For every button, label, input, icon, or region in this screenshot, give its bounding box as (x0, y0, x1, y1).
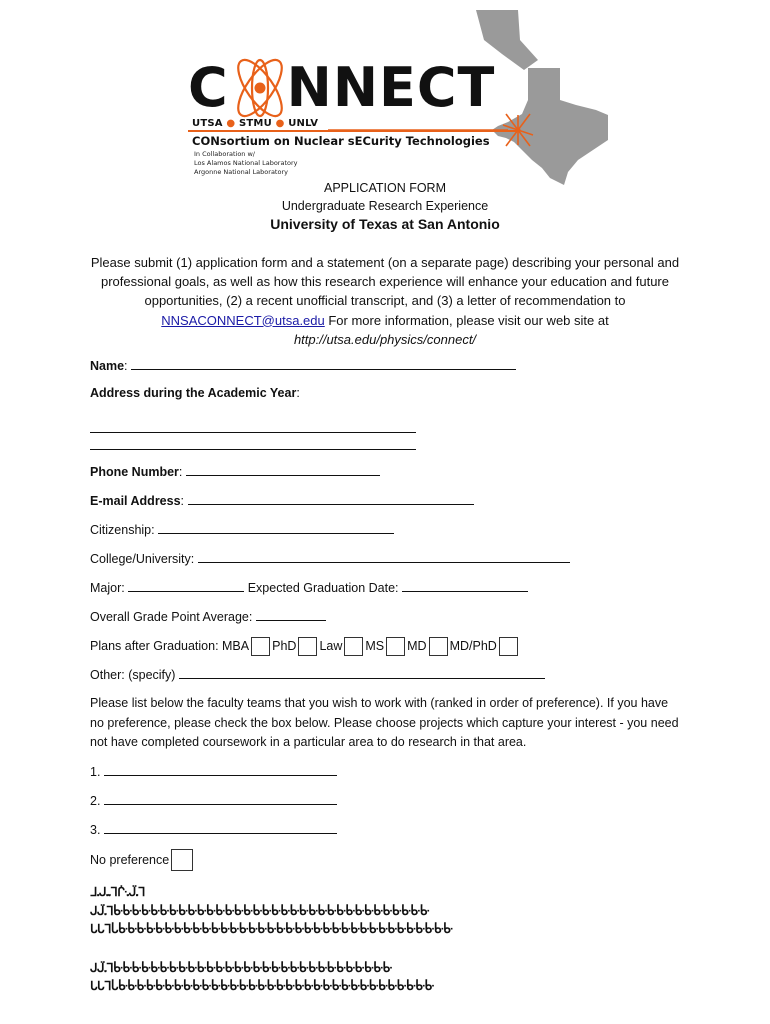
college-row (90, 550, 570, 566)
rank-row-2 (90, 792, 337, 808)
rank-field-1[interactable] (104, 763, 337, 776)
gpa-field[interactable] (256, 608, 326, 621)
major-field[interactable] (128, 579, 244, 592)
rank-label-3: 3. (90, 823, 101, 837)
connect-logo (188, 8, 608, 183)
other-row (90, 666, 545, 682)
partner-stmu: STMU (239, 118, 272, 129)
logo-divider (188, 130, 518, 132)
rank-label-1: 1. (90, 765, 101, 779)
other-field[interactable] (179, 666, 545, 679)
mba-checkbox[interactable] (251, 637, 270, 656)
email-label: E-mail Address (90, 494, 181, 508)
rank-row-1 (90, 763, 337, 779)
no-preference-checkbox[interactable] (171, 849, 193, 871)
plan-option-law: Law (319, 639, 343, 653)
grad-date-field[interactable] (402, 579, 528, 592)
address-line-2[interactable] (90, 449, 416, 450)
phone-field[interactable] (186, 463, 380, 476)
email-row: E-mail Address: (90, 492, 474, 508)
no-preference-label: No preference (90, 853, 170, 867)
grad-date-label: Expected Graduation Date: (247, 581, 399, 595)
gpa-row (90, 608, 326, 624)
citizenship-field[interactable] (158, 521, 394, 534)
logo-letters-nnect: NNECT (286, 56, 496, 119)
gpa-label: Overall Grade Point Average: (90, 610, 253, 624)
name-field[interactable] (131, 357, 516, 370)
consortium-name: CONsortium on Nuclear sECurity Technologies (192, 134, 490, 148)
citizenship-row (90, 521, 394, 537)
garbled-line-3: ᒐᒐᒣᒑᒁᒁᒁᒁᒁᒁᒁᒁᒁᒁᒁᒁᒁᒁᒁᒁᒁᒁᒁᒁᒁᒁᒁᒁᒁᒁᒁᒁᒁᒁᒁᒁᒁᒁᒁᒁ (90, 922, 453, 936)
rank-field-2[interactable] (104, 792, 337, 805)
rank-label-2: 2. (90, 794, 101, 808)
major-label: Major: (90, 581, 125, 595)
md-checkbox[interactable] (429, 637, 448, 656)
name-row: Name: (90, 357, 516, 373)
university-name: University of Texas at San Antonio (270, 216, 500, 232)
partner-utsa: UTSA (192, 118, 223, 129)
garbled-line-1: ᒧ᎐ᒍ᎐᎐ᒣᒗ᎐ᒏ᎐ᒣ (90, 885, 145, 899)
email-field[interactable] (188, 492, 474, 505)
garbled-line-2: ᒍᒏ᎐ᒣᒁᒁᒁᒁᒁᒁᒁᒁᒁᒁᒁᒁᒁᒁᒁᒁᒁᒁᒁᒁᒁᒁᒁᒁᒁᒁᒁᒁᒁᒁᒁᒁᒁᒁ (90, 904, 429, 918)
phd-checkbox[interactable] (298, 637, 317, 656)
plan-option-phd: PhD (272, 639, 297, 653)
plan-option-md-phd: MD/PhD (449, 639, 497, 653)
collab-line-2: Los Alamos National Laboratory (194, 159, 298, 167)
md-phd-checkbox[interactable] (499, 637, 518, 656)
name-label: Name (90, 359, 125, 373)
plan-option-md: MD (407, 639, 427, 653)
plans-label: Plans after Graduation: MBA (90, 639, 250, 653)
plan-option-ms: MS (365, 639, 385, 653)
major-row (90, 579, 528, 595)
faculty-instructions: Please list below the faculty teams that you wish to work with (ranked in order of preference). If you have no preference, please check the box below. Please choose projects which capture your interest - you need not have completed coursework in a particular area to do research in that area. (90, 696, 679, 749)
law-checkbox[interactable] (344, 637, 363, 656)
intro-text: Please submit (1) application form and a statement (on a separate page) describing your personal and professional goals, as well as how this research experience will enhance your education and future opportunities, (2) a recent unofficial transcript, and (3) a letter of recommendation to (90, 255, 680, 309)
other-label: Other: (specify) (90, 668, 176, 682)
college-label: College/University: (90, 552, 195, 566)
phone-label: Phone Number (90, 465, 179, 479)
atom-icon (224, 48, 296, 126)
garbled-line-4: ᒍᒏ᎐ᒣᒁᒁᒁᒁᒁᒁᒁᒁᒁᒁᒁᒁᒁᒁᒁᒁᒁᒁᒁᒁᒁᒁᒁᒁᒁᒁᒁᒁᒁᒁ (90, 961, 392, 975)
garbled-line-5: ᒐᒐᒣᒑᒁᒁᒁᒁᒁᒁᒁᒁᒁᒁᒁᒁᒁᒁᒁᒁᒁᒁᒁᒁᒁᒁᒁᒁᒁᒁᒁᒁᒁᒁᒁᒁᒁᒁ (90, 979, 434, 993)
logo-letter-c: C (188, 56, 229, 119)
email-link[interactable]: NNSACONNECT@utsa.edu (161, 312, 325, 328)
citizenship-label: Citizenship: (90, 523, 155, 537)
partner-unlv: UNLV (288, 118, 319, 129)
address-row: Address during the Academic Year: (90, 386, 300, 400)
address-line-1[interactable] (90, 432, 416, 433)
bullet-icon: ● (226, 118, 236, 129)
rank-field-3[interactable] (104, 821, 337, 834)
phone-row: Phone Number: (90, 463, 380, 479)
website-url: http://utsa.edu/physics/connect/ (293, 331, 477, 347)
collab-line-3: Argonne National Laboratory (194, 168, 288, 176)
plans-row (90, 637, 520, 656)
intro-paragraph (86, 253, 684, 349)
intro-more-info: For more information, please visit our web site at (324, 312, 609, 328)
form-title: APPLICATION FORM (323, 181, 446, 195)
address-label: Address during the Academic Year (90, 386, 297, 400)
ms-checkbox[interactable] (386, 637, 405, 656)
collab-line-1: In Collaboration w/ (194, 150, 255, 158)
program-name: Undergraduate Research Experience (281, 199, 489, 213)
college-field[interactable] (198, 550, 570, 563)
rank-row-3 (90, 821, 337, 837)
bullet-icon: ● (275, 118, 285, 129)
no-preference-row (90, 849, 195, 871)
partner-list (192, 118, 318, 129)
